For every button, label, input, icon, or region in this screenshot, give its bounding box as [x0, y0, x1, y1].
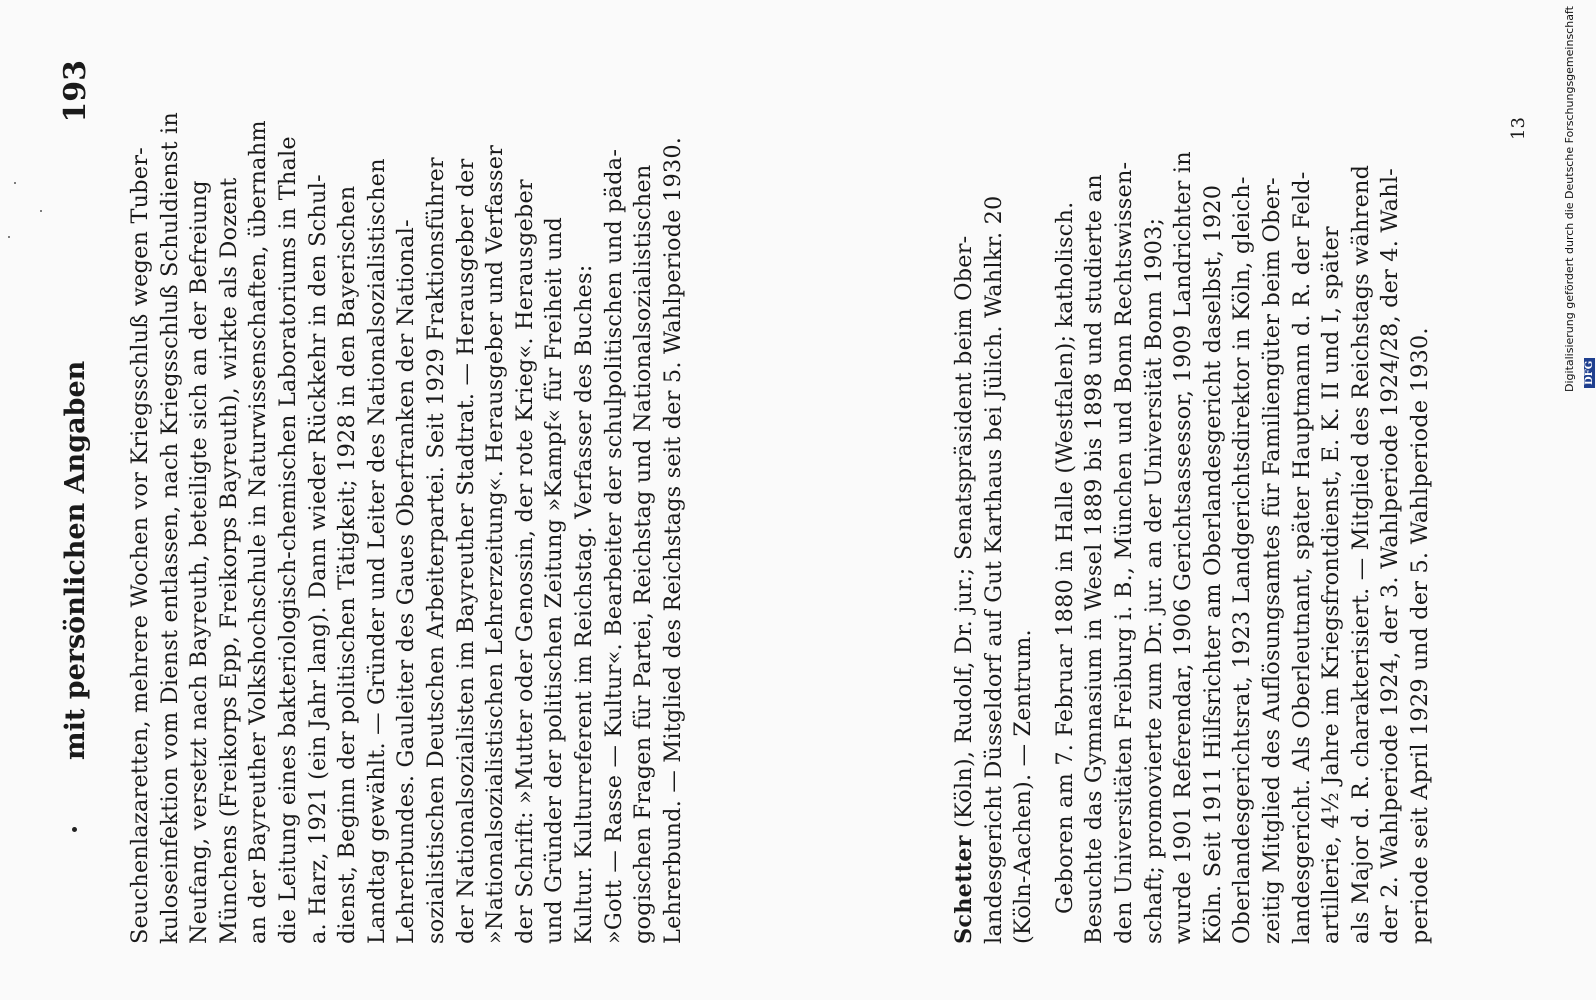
text-line: die Leitung eines bakteriologisch-chemischen Laboratoriums in Thale	[274, 136, 301, 944]
text-line: Köln. Seit 1911 Hilfsrichter am Oberlandesgericht daselbst, 1920	[1199, 184, 1226, 944]
text-line: periode seit April 1929 und der 5. Wahlperiode 1930.	[1406, 327, 1433, 944]
sheet-number-wrap	[1508, 117, 1529, 140]
text-line: der Nationalsozialisten im Bayreuther Stadtrat. — Herausgeber der	[452, 158, 479, 944]
text-column-continued	[126, 64, 688, 944]
text-line: »Gott — Rasse — Kultur«. Bearbeiter der schulpolitischen und päda-	[600, 148, 627, 944]
text-line: Lehrerbund. — Mitglied des Reichstags seit der 5. Wahlperiode 1930.	[659, 136, 686, 944]
text-line: Landtag gewählt. — Gründer und Leiter des Nationalsozialistischen	[363, 158, 390, 944]
text-line: der Schrift: »Mutter oder Genossin, der rote Krieg«. Herausgeber	[511, 179, 538, 944]
running-head	[60, 60, 100, 940]
ink-speck	[40, 210, 42, 212]
digitization-text: Digitalisierung gefördert durch die Deutsche Forschungsgemeinschaft	[1563, 6, 1576, 392]
sheet-number: 13	[1508, 117, 1529, 140]
text-line: als Major d. R. charakterisiert. — Mitglied des Reichstags während	[1347, 164, 1374, 944]
text-line: gogischen Fragen für Partei, Reichstag und Nationalsozialistischen	[630, 164, 657, 944]
text-line: Neufang, versetzt nach Bayreuth, beteiligte sich an der Befreiung	[186, 180, 213, 944]
text-line: an der Bayreuther Volkshochschule in Naturwissenschaften, übernahm	[245, 120, 272, 944]
text-line: und Gründer der politischen Zeitung »Kampf« für Freiheit und	[541, 216, 568, 944]
text-line: landesgericht. Als Oberleutnant, später Hauptmann d. R. der Feld-	[1288, 171, 1315, 944]
text-line: Besuchte das Gymnasium in Wesel 1889 bis 1898 und studierte an	[1081, 174, 1108, 944]
text-line: »Nationalsozialistischen Lehrerzeitung«. Herausgeber und Verfasser	[482, 144, 509, 944]
biography-entry	[950, 64, 1436, 944]
text-line: Geboren am 7. Februar 1880 in Halle (Westfalen); katholisch.	[1051, 201, 1078, 914]
text-line: den Universitäten Freiburg i. B., München und Bonn Rechtswissen-	[1110, 161, 1137, 944]
text-line: Kultur. Kulturreferent im Reichstag. Verfasser des Buches:	[570, 264, 597, 944]
text-line: Münchens (Freikorps Epp, Freikorps Bayreuth), wirkte als Dozent	[215, 177, 242, 944]
text-line: schaft; promovierte zum Dr. jur. an der Universität Bonn 1903;	[1140, 217, 1167, 944]
text-line: Lehrerbundes. Gauleiter des Gaues Oberfranken der National-	[393, 219, 420, 944]
text-line: Oberlandesgerichtsrat, 1923 Landgerichtsdirektor in Köln, gleich-	[1229, 176, 1256, 944]
text-line: zeitig Mitglied des Auflösungsamtes für Familiengüter beim Ober-	[1258, 177, 1285, 944]
digitization-note	[1558, 6, 1596, 392]
entry-name: Schetter	[951, 835, 977, 944]
entry-intro-line: landesgericht Düsseldorf auf Gut Karthaus bei Jülich. Wahlkr. 20	[980, 195, 1007, 944]
text-line: artillerie, 4½ Jahre im Kriegsfrontdienst, E. K. II und I, später	[1318, 226, 1345, 944]
text-line: kuloseinfektion vom Dienst entlassen, nach Kriegsschluß Schuldienst in	[156, 111, 183, 944]
text-line: wurde 1901 Referendar, 1906 Gerichtsassessor, 1909 Landrichter in	[1170, 151, 1197, 944]
running-title: mit persönlichen Angaben	[60, 360, 91, 760]
text-line: der 2. Wahlperiode 1924, der 3. Wahlperiode 1924/28, der 4. Wahl-	[1377, 168, 1404, 944]
ink-speck	[8, 236, 10, 238]
entry-intro-line: (Köln-Aachen). — Zentrum.	[1010, 629, 1037, 944]
ink-speck	[14, 182, 16, 184]
text-line: dienst, Beginn der politischen Tätigkeit; 1928 in den Bayerischen	[334, 185, 361, 944]
ink-speck	[72, 827, 77, 832]
text-line: a. Harz, 1921 (ein Jahr lang). Dann wieder Rückkehr in den Schul-	[304, 174, 331, 944]
text-line: sozialistischen Deutschen Arbeiterpartei. Seit 1929 Fraktionsführer	[422, 157, 449, 944]
page-number: 193	[58, 60, 93, 123]
text-line: Seuchenlazaretten, mehrere Wochen vor Kriegsschluß wegen Tuber-	[127, 147, 153, 944]
entry-intro-line: Schetter (Köln), Rudolf, Dr. jur.; Senatspräsident beim Ober-	[951, 235, 977, 944]
dfg-logo: DFG	[1584, 358, 1595, 388]
